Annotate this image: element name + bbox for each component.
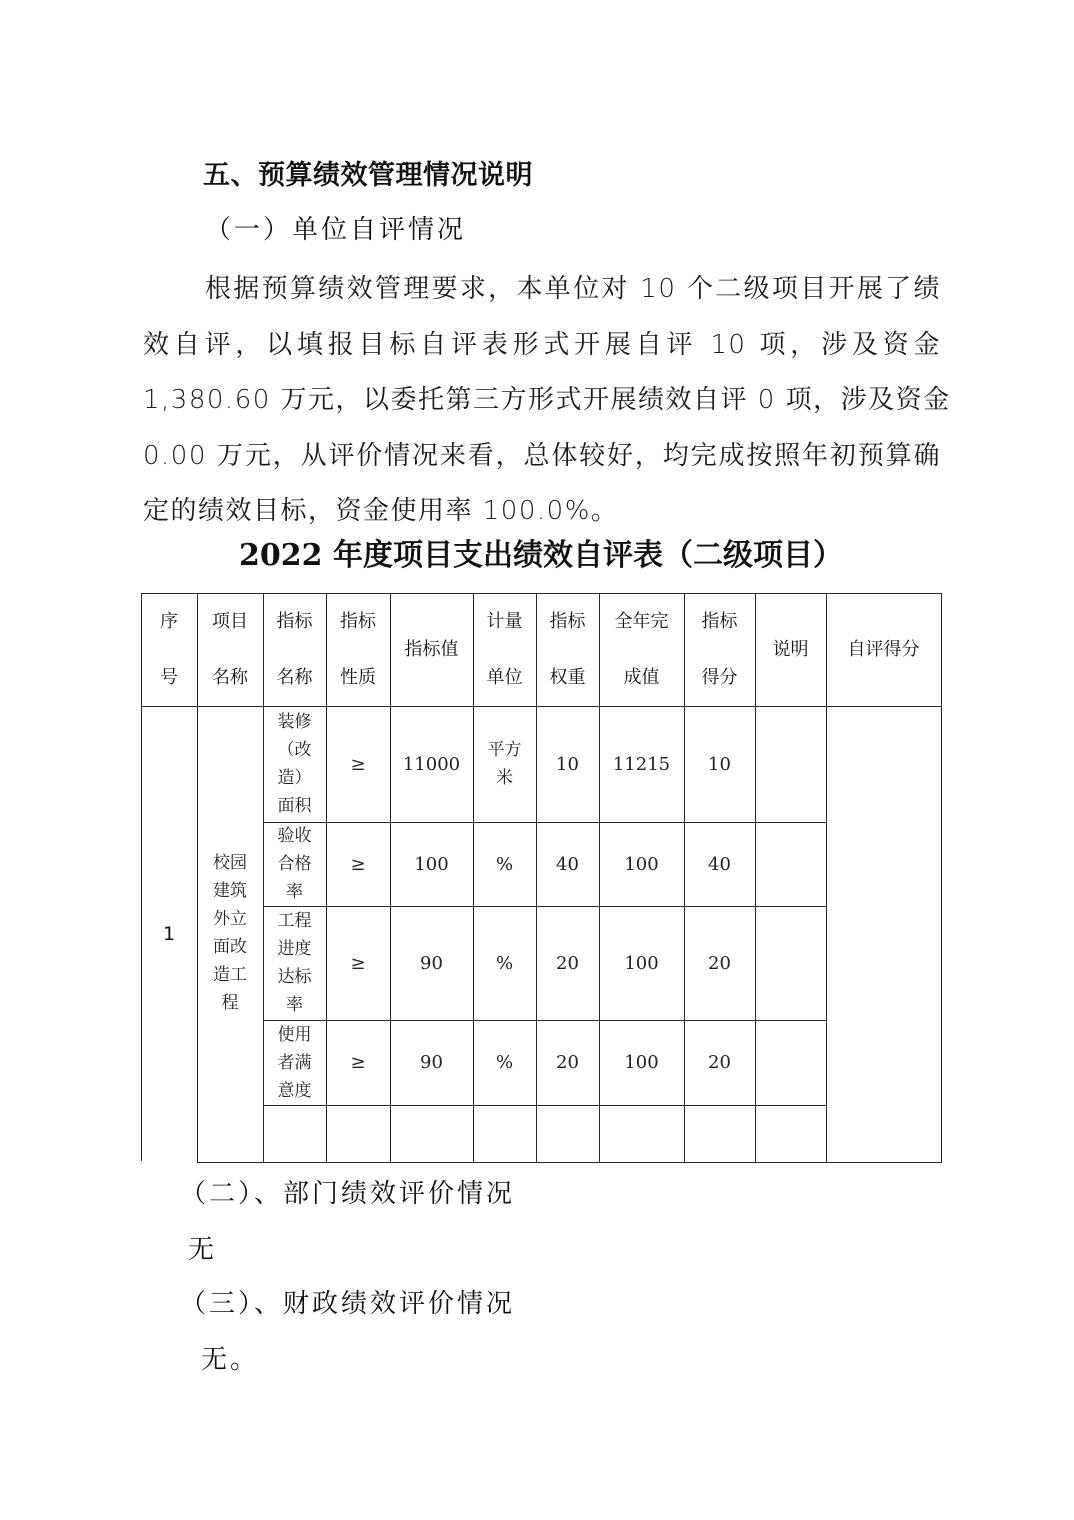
actual-value: 100 xyxy=(624,853,659,875)
header-seq: 序 号 xyxy=(160,610,178,688)
unit: % xyxy=(495,853,514,875)
table-title: 2022 年度项目支出绩效自评表（二级项目） xyxy=(239,538,843,573)
indicator-nature: ≥ xyxy=(350,1052,366,1073)
weight xyxy=(536,1105,599,1162)
weight: 20 xyxy=(556,1052,579,1073)
subheading-department-evaluation: （二）、部门绩效评价情况 xyxy=(180,1179,516,1209)
indicator-score: 20 xyxy=(708,952,731,974)
paragraph-line: 1,380.60 万元，以委托第三方形式开展绩效自评 0 项，涉及资金 xyxy=(143,385,951,415)
target-value: 11000 xyxy=(402,753,461,775)
indicator-score xyxy=(684,1105,755,1162)
header-target-value: 指标值 xyxy=(404,638,459,660)
header-actual-value: 全年完 成值 xyxy=(614,610,669,688)
target-value xyxy=(390,1105,473,1162)
target-value: 100 xyxy=(414,853,449,875)
paragraph-line: 根据预算绩效管理要求，本单位对 10 个二级项目开展了绩 xyxy=(205,274,941,304)
weight: 20 xyxy=(556,952,579,974)
indicator-nature: ≥ xyxy=(350,753,366,775)
paragraph-line: 0.00 万元，从评价情况来看，总体较好，均完成按照年初预算确 xyxy=(143,440,941,471)
indicator-name: 验收 合格 率 xyxy=(277,826,312,902)
unit: % xyxy=(495,1052,514,1073)
project-seq: 1 xyxy=(162,923,176,945)
indicator-name: 装修 （改 造） 面积 xyxy=(277,712,312,816)
header-weight: 指标 权重 xyxy=(549,610,586,688)
actual-value xyxy=(599,1105,684,1162)
paragraph-line: 定的绩效目标，资金使用率 100.0%。 xyxy=(143,496,619,526)
paragraph-line: 效自评，以填报目标自评表形式开展自评 10 项，涉及资金 xyxy=(143,329,941,360)
table-border xyxy=(197,1162,942,1163)
unit: 平方 米 xyxy=(487,740,522,788)
header-indicator-name: 指标 名称 xyxy=(276,610,313,688)
section-heading: 五、预算绩效管理情况说明 xyxy=(203,160,533,191)
note xyxy=(755,1105,826,1162)
header-self-score: 自评得分 xyxy=(847,638,920,660)
indicator-score: 40 xyxy=(708,853,731,875)
indicator-name: 工程 进度 达标 率 xyxy=(277,911,312,1015)
weight: 40 xyxy=(556,853,579,875)
project-name: 校园 建筑 外立 面改 造工 程 xyxy=(213,853,247,1013)
header-indicator-nature: 指标 性质 xyxy=(340,610,376,688)
header-note: 说明 xyxy=(772,638,809,660)
department-evaluation-text: 无 xyxy=(188,1235,218,1265)
header-indicator-score: 指标 得分 xyxy=(701,610,738,688)
indicator-nature: ≥ xyxy=(350,952,366,974)
indicator-name: 使用 者满 意度 xyxy=(277,1024,312,1101)
note xyxy=(755,706,826,822)
actual-value: 100 xyxy=(624,1052,659,1073)
table-border xyxy=(941,593,942,1163)
indicator-score: 20 xyxy=(708,1052,731,1073)
unit: % xyxy=(495,952,514,974)
weight: 10 xyxy=(556,753,579,775)
project-self-score xyxy=(826,706,941,1162)
indicator-nature: ≥ xyxy=(350,853,366,875)
unit xyxy=(473,1105,536,1162)
actual-value: 11215 xyxy=(612,753,671,775)
header-unit: 计量 单位 xyxy=(486,610,523,688)
header-project-name: 项目 名称 xyxy=(212,610,248,688)
indicator-score: 10 xyxy=(708,753,731,775)
subheading-unit-self-evaluation: （一）单位自评情况 xyxy=(205,215,467,245)
target-value: 90 xyxy=(420,1052,443,1073)
finance-evaluation-text: 无。 xyxy=(201,1345,260,1375)
actual-value: 100 xyxy=(624,952,659,974)
note xyxy=(755,1020,826,1105)
note xyxy=(755,822,826,906)
indicator-nature xyxy=(326,1105,390,1162)
self-evaluation-paragraph xyxy=(143,262,951,540)
indicator-name xyxy=(263,1105,326,1162)
note xyxy=(755,906,826,1020)
target-value: 90 xyxy=(420,952,443,974)
subheading-finance-evaluation: （三）、财政绩效评价情况 xyxy=(180,1289,516,1319)
